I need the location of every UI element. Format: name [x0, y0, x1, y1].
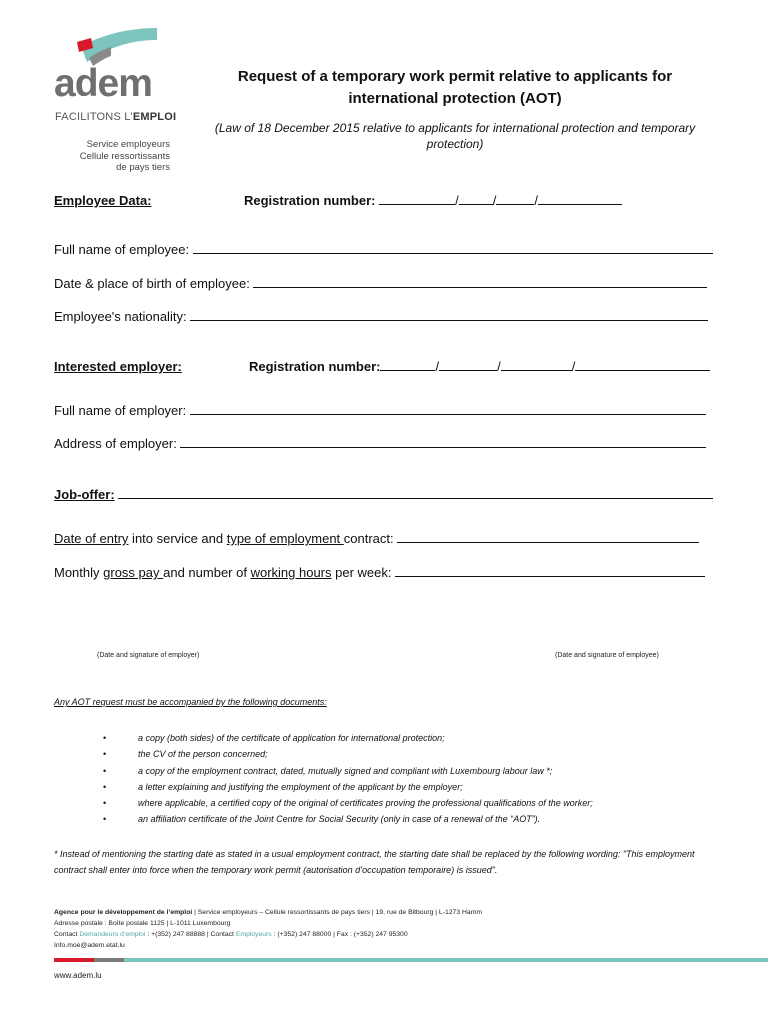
date-of-entry-field[interactable]: Date of entry into service and type of employment contract: — [54, 531, 699, 546]
list-item: • where applicable, a certified copy of the original of certificates proving the professional qualifications of the worker; — [103, 798, 593, 809]
list-item: • the CV of the person concerned; — [103, 749, 268, 760]
list-item: • an affiliation certificate of the Joint Centre for Social Security (only in case of a renewal of the “AOT”). — [103, 814, 541, 825]
footer-grey-bar — [94, 958, 124, 962]
gross-pay-field[interactable]: Monthly gross pay and number of working hours per week: — [54, 565, 705, 580]
employee-registration-field[interactable]: Registration number: / / / — [244, 193, 622, 208]
footer-teal-bar — [124, 958, 768, 962]
logo-subtitle: Service employeurs Cellule ressortissants de pays tiers — [79, 139, 170, 173]
website-link[interactable]: www.adem.lu — [54, 971, 102, 980]
job-offer-field[interactable]: Job-offer: — [54, 487, 713, 502]
logo-wordmark: adem — [54, 62, 152, 105]
list-item: • a copy of the employment contract, dated, mutually signed and compliant with Luxembourg labour law *; — [103, 765, 553, 776]
required-documents-list — [103, 730, 723, 828]
employee-birth-field[interactable]: Date & place of birth of employee: — [54, 276, 707, 291]
footer-red-bar — [54, 958, 94, 962]
form-title: Request of a temporary work permit relative to applicants for international protection (AOT) — [237, 68, 673, 107]
employee-nationality-field[interactable]: Employee's nationality: — [54, 309, 708, 324]
logo-tagline: FACILITONS L'EMPLOI — [55, 111, 177, 123]
footer-email[interactable]: Info.moe@adem.etat.lu — [54, 942, 125, 949]
employer-address-field[interactable]: Address of employer: — [54, 436, 706, 451]
footnote: * Instead of mentioning the starting date as stated in a usual employment contract, the starting date shall be replaced by the following wording: "This employment contract shall enter into force when the temporary work permit (autorisation d’occupation temporaire) is issued". — [54, 849, 695, 875]
employee-full-name-field[interactable]: Full name of employee: — [54, 242, 713, 257]
employer-heading: Interested employer: — [54, 359, 182, 374]
list-item: • a copy (both sides) of the certificate of application for international protection; — [103, 733, 445, 743]
employer-registration-field[interactable]: Registration number: / / / — [249, 359, 710, 374]
employer-signature-label: (Date and signature of employer) — [97, 652, 200, 659]
footer-postal: Adresse postale : Boîte postale 1125 | L-1011 Luxembourg — [54, 920, 231, 927]
employee-data-heading: Employee Data: — [54, 193, 152, 208]
employee-signature-label: (Date and signature of employee) — [555, 652, 659, 659]
footer-agency: Agence pour le développement de l’emploi | Service employeurs – Cellule ressortissants de pays tiers | 19, rue de Bitbourg | L-1273 Hamm — [54, 909, 482, 916]
form-subtitle: (Law of 18 December 2015 relative to applicants for international protection and temporary protection) — [214, 121, 696, 151]
requirements-intro: Any AOT request must be accompanied by the following documents: — [54, 697, 327, 707]
list-item: • a letter explaining and justifying the employment of the applicant by the employer; — [103, 781, 463, 792]
footer-contact: Contact Demandeurs d’emploi : +(352) 247 88888 | Contact Employeurs : (+352) 247 88000 | Fax : (+352) 247 95300 — [54, 931, 408, 938]
employer-full-name-field[interactable]: Full name of employer: — [54, 403, 706, 418]
